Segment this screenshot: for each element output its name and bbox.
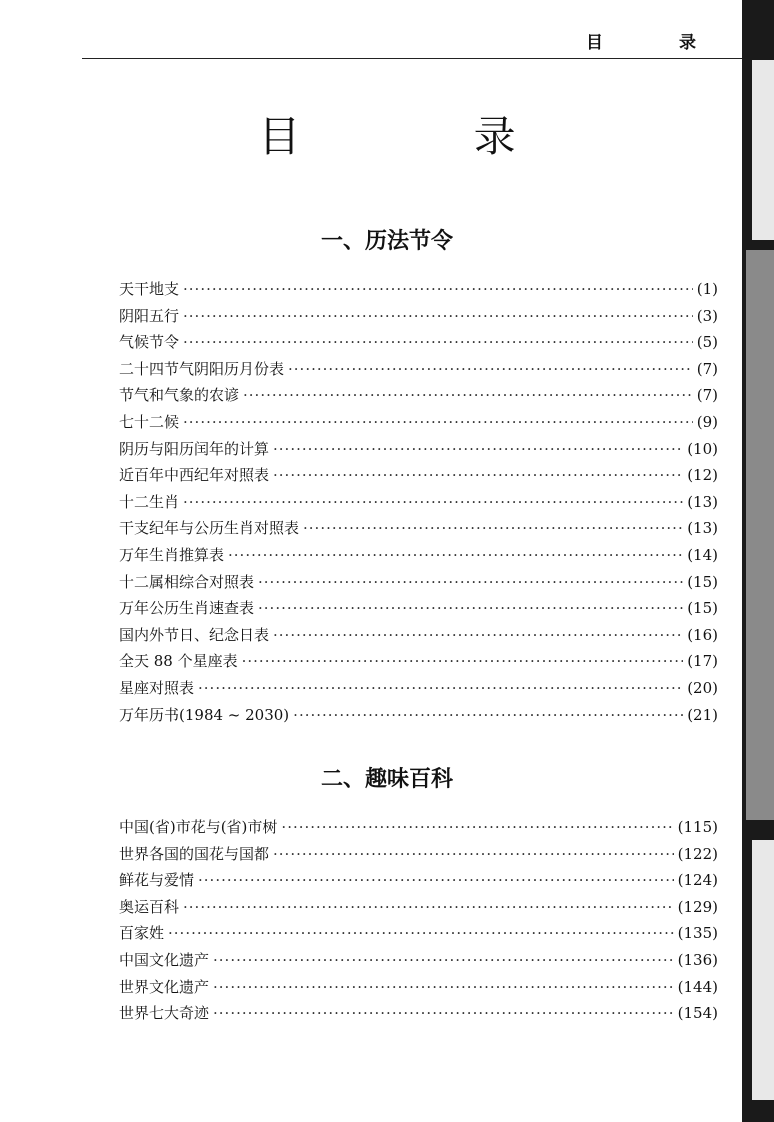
toc-entry-page: (124) bbox=[677, 871, 718, 890]
toc-entry-title: 阴历与阳历闰年的计算 bbox=[119, 439, 270, 458]
toc-entry-title: 中国文化遗产 bbox=[119, 950, 210, 969]
toc-entry bbox=[119, 278, 718, 305]
dot-leader bbox=[198, 679, 683, 697]
dot-leader bbox=[183, 280, 693, 298]
dot-leader bbox=[273, 626, 683, 644]
toc-entry-page: (115) bbox=[677, 818, 718, 836]
dot-leader bbox=[258, 573, 683, 591]
toc-entry-title: 世界文化遗产 bbox=[119, 977, 210, 996]
toc-entry-title: 万年公历生肖速查表 bbox=[119, 599, 255, 618]
section-heading-1: 一、历法节令 bbox=[320, 229, 453, 254]
toc-entry-page: (136) bbox=[677, 950, 718, 969]
dot-leader bbox=[198, 871, 674, 889]
dot-leader bbox=[168, 924, 674, 942]
toc-entry-title: 星座对照表 bbox=[119, 678, 195, 697]
dot-leader bbox=[293, 706, 683, 724]
dot-leader bbox=[258, 599, 683, 617]
toc-entry bbox=[119, 544, 718, 571]
toc-entry bbox=[119, 843, 718, 870]
toc-entry-page: (7) bbox=[696, 386, 718, 405]
dot-leader bbox=[183, 307, 693, 325]
toc-entry-page: (13) bbox=[687, 492, 718, 511]
dot-leader bbox=[281, 818, 673, 836]
dot-leader bbox=[242, 652, 684, 670]
toc-entry bbox=[119, 624, 718, 651]
toc-entry bbox=[119, 411, 718, 438]
toc-entry-title: 十二生肖 bbox=[119, 492, 180, 511]
toc-entry bbox=[119, 384, 718, 411]
toc-entry bbox=[119, 922, 718, 949]
toc-entry-title: 二十四节气阴阳历月份表 bbox=[119, 359, 285, 378]
section-heading-2: 二、趣味百科 bbox=[320, 767, 453, 792]
dot-leader bbox=[213, 951, 674, 969]
toc-entry-page: (5) bbox=[696, 333, 718, 352]
dot-leader bbox=[288, 360, 693, 378]
dot-leader bbox=[213, 1004, 674, 1022]
running-head bbox=[586, 28, 696, 53]
dot-leader bbox=[273, 845, 674, 863]
running-head-char-1: 目 bbox=[586, 33, 603, 53]
dot-leader bbox=[183, 493, 683, 511]
toc-entry bbox=[119, 597, 718, 624]
toc-entry bbox=[119, 650, 718, 677]
toc-list-section-2 bbox=[119, 816, 718, 1029]
toc-entry-page: (154) bbox=[677, 1004, 718, 1023]
toc-entry-page: (9) bbox=[696, 412, 718, 431]
toc-entry-page: (10) bbox=[687, 439, 718, 458]
toc-entry-page: (129) bbox=[677, 897, 718, 916]
toc-entry-page: (15) bbox=[687, 599, 718, 618]
toc-entry-page: (17) bbox=[687, 652, 718, 671]
toc-entry-title: 节气和气象的农谚 bbox=[119, 386, 240, 405]
toc-entry-title: 世界各国的国花与国都 bbox=[119, 844, 270, 863]
dot-leader bbox=[273, 466, 683, 484]
dot-leader bbox=[183, 413, 693, 431]
toc-entry-title: 百家姓 bbox=[119, 924, 165, 943]
toc-entry-title: 阴阳五行 bbox=[119, 306, 180, 325]
running-head-char-2: 录 bbox=[679, 33, 696, 53]
toc-entry-title: 中国(省)市花与(省)市树 bbox=[119, 818, 278, 836]
toc-entry bbox=[119, 677, 718, 704]
toc-entry bbox=[119, 704, 718, 731]
toc-entry-title: 奥运百科 bbox=[119, 897, 180, 916]
dot-leader bbox=[183, 898, 674, 916]
toc-entry bbox=[119, 949, 718, 976]
toc-entry-title: 万年历书(1984 ~ 2030) bbox=[119, 705, 290, 724]
toc-entry bbox=[119, 571, 718, 598]
toc-entry bbox=[119, 816, 718, 843]
dot-leader bbox=[273, 440, 683, 458]
toc-entry-page: (135) bbox=[677, 924, 718, 943]
header-rule bbox=[82, 58, 742, 59]
toc-entry-title: 近百年中西纪年对照表 bbox=[119, 466, 270, 485]
toc-entry bbox=[119, 976, 718, 1003]
dot-leader bbox=[303, 519, 683, 537]
toc-entry-title: 天干地支 bbox=[119, 280, 180, 298]
toc-entry-title: 全天 88 个星座表 bbox=[119, 652, 238, 671]
toc-entry-page: (15) bbox=[687, 572, 718, 591]
toc-entry bbox=[119, 1002, 718, 1029]
toc-entry-page: (3) bbox=[696, 306, 718, 325]
toc-entry-title: 万年生肖推算表 bbox=[119, 545, 225, 564]
toc-entry bbox=[119, 869, 718, 896]
toc-entry-title: 世界七大奇迹 bbox=[119, 1004, 210, 1023]
toc-entry-page: (14) bbox=[687, 545, 718, 564]
scan-edge-strip bbox=[742, 0, 774, 1122]
toc-entry bbox=[119, 517, 718, 544]
toc-entry-page: (13) bbox=[687, 519, 718, 538]
page-title: 目 录 bbox=[258, 112, 596, 161]
toc-list-section-1 bbox=[119, 278, 718, 730]
dot-leader bbox=[213, 978, 674, 996]
toc-entry bbox=[119, 438, 718, 465]
toc-entry-title: 鲜花与爱情 bbox=[119, 871, 195, 890]
toc-entry-title: 干支纪年与公历生肖对照表 bbox=[119, 519, 300, 538]
toc-entry-page: (7) bbox=[696, 359, 718, 378]
dot-leader bbox=[183, 333, 693, 351]
toc-entry-title: 十二属相综合对照表 bbox=[119, 572, 255, 591]
toc-entry bbox=[119, 464, 718, 491]
toc-entry bbox=[119, 305, 718, 332]
toc-entry-page: (16) bbox=[687, 625, 718, 644]
toc-entry-title: 国内外节日、纪念日表 bbox=[119, 625, 270, 644]
toc-entry-page: (1) bbox=[696, 280, 718, 298]
toc-entry bbox=[119, 491, 718, 518]
toc-entry-page: (20) bbox=[687, 678, 718, 697]
toc-entry-page: (144) bbox=[677, 977, 718, 996]
toc-entry bbox=[119, 331, 718, 358]
toc-entry-title: 七十二候 bbox=[119, 412, 180, 431]
toc-entry bbox=[119, 358, 718, 385]
dot-leader bbox=[243, 386, 693, 404]
toc-entry-page: (21) bbox=[687, 705, 718, 724]
toc-entry-page: (12) bbox=[687, 466, 718, 485]
dot-leader bbox=[228, 546, 683, 564]
toc-entry-page: (122) bbox=[677, 844, 718, 863]
toc-entry-title: 气候节令 bbox=[119, 333, 180, 352]
toc-entry bbox=[119, 896, 718, 923]
